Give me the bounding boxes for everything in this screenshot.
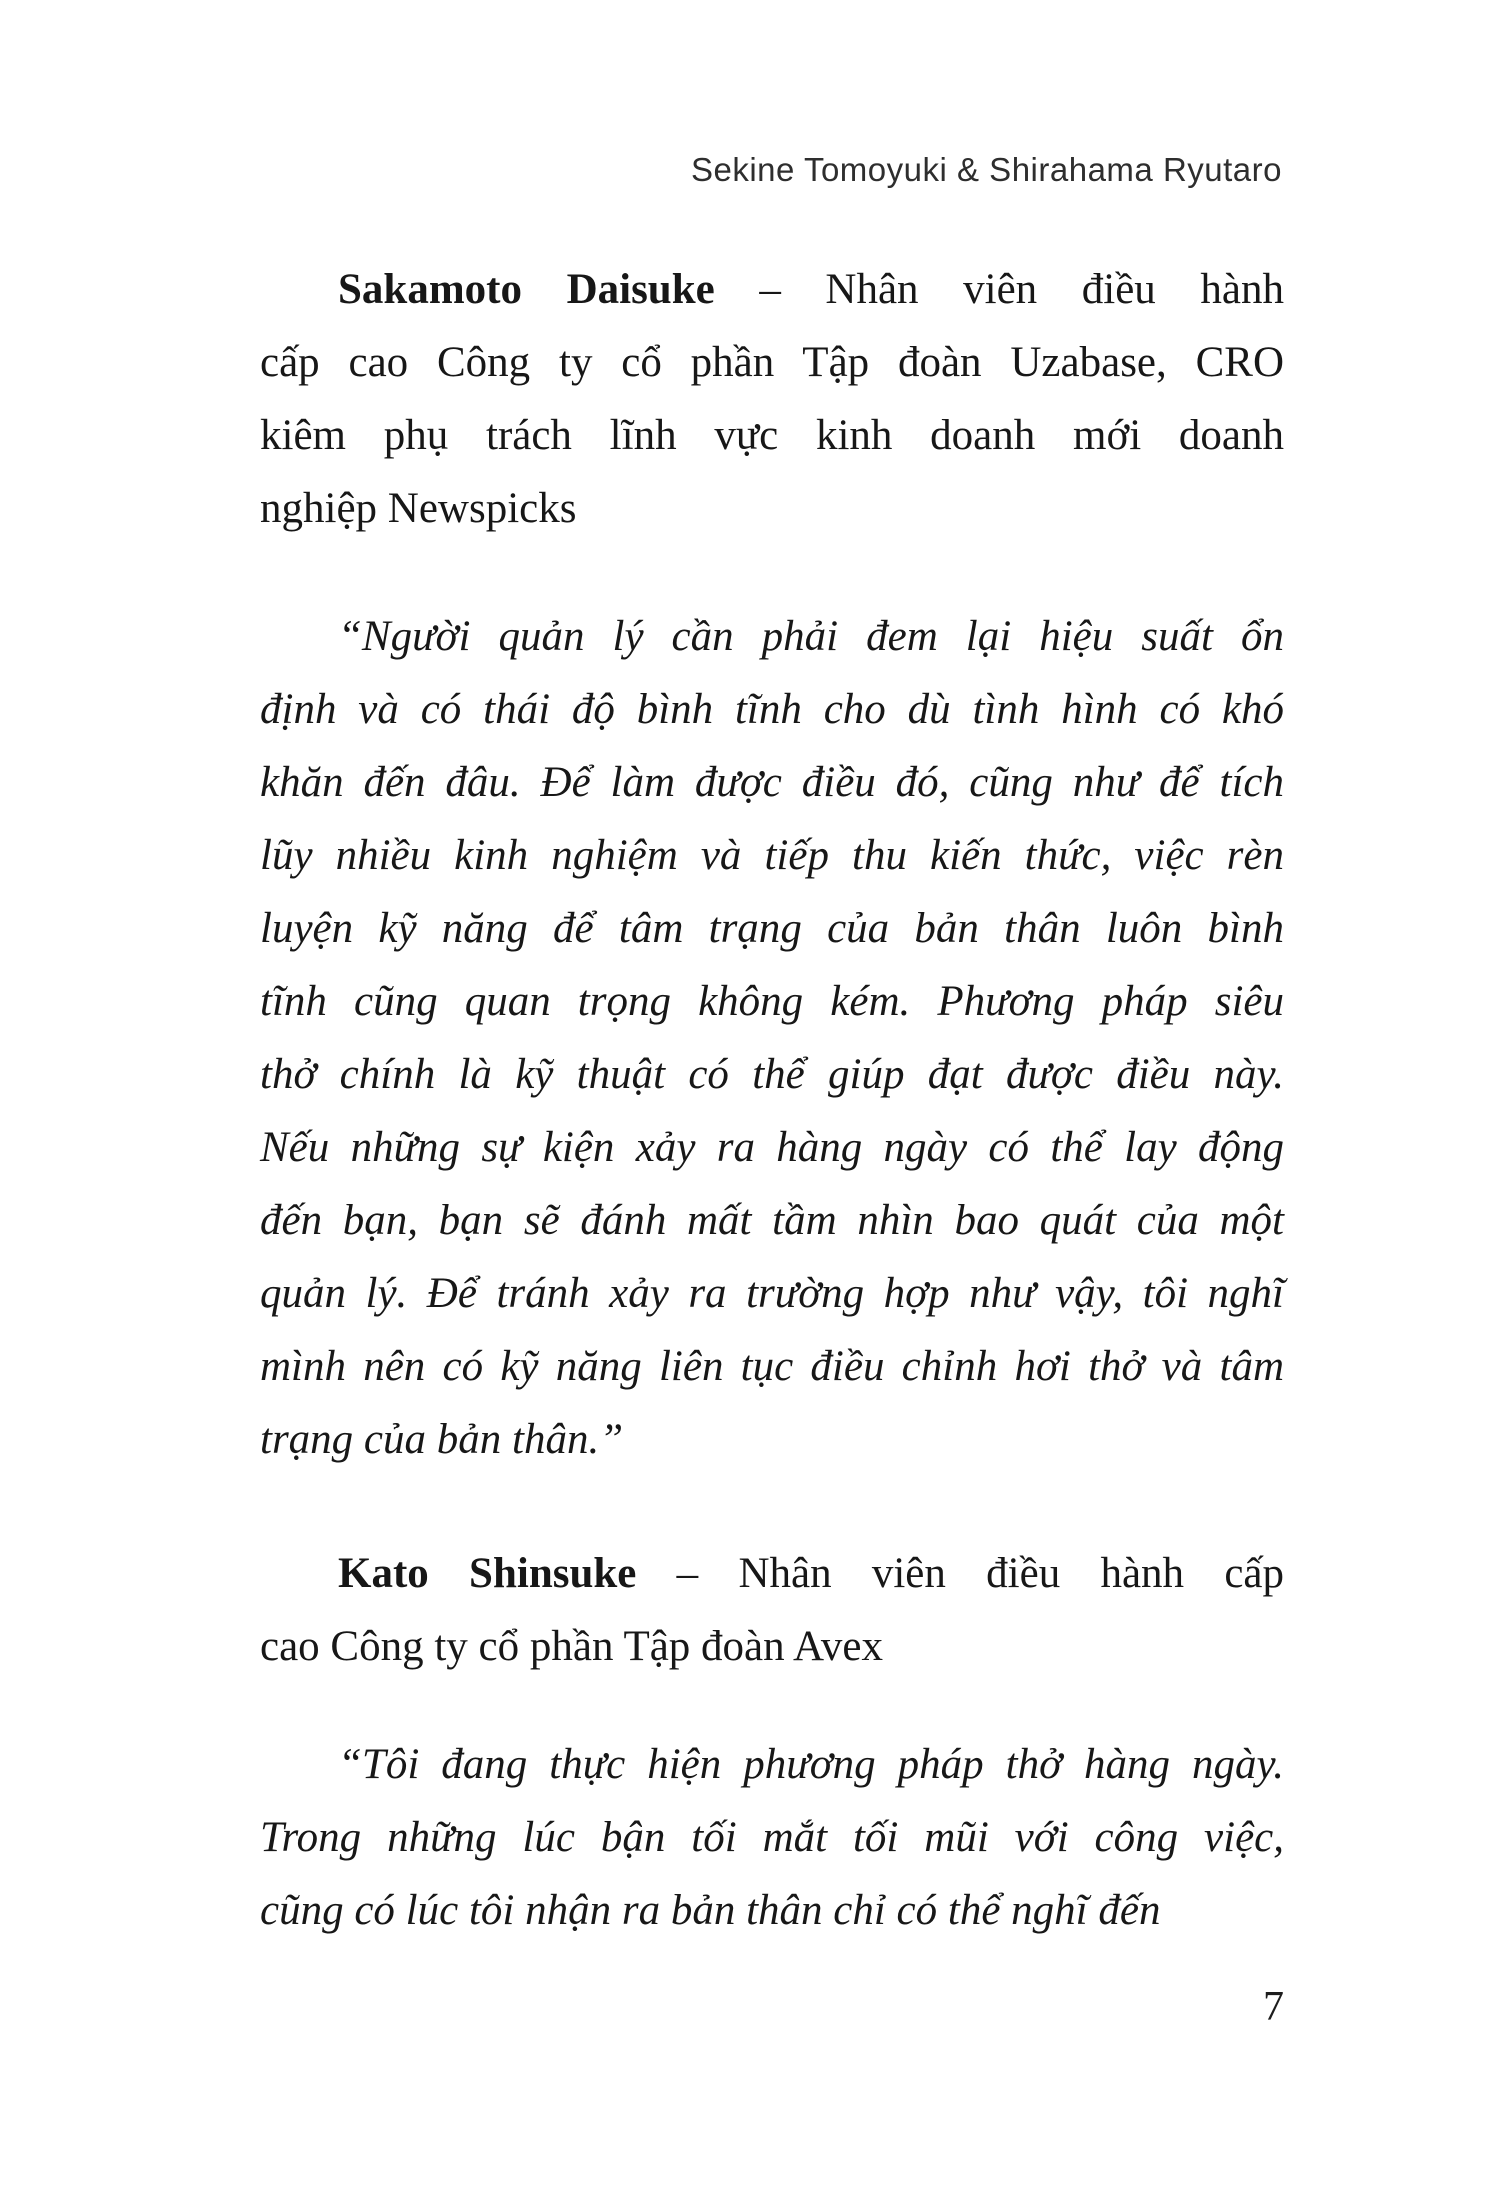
- text-line: tĩnh cũng quan trọng không kém. Phương pháp siêu: [260, 978, 1284, 1025]
- speaker-intro-paragraph: [260, 253, 1284, 545]
- text-line: đến bạn, bạn sẽ đánh mất tầm nhìn bao quát của một: [260, 1197, 1284, 1244]
- speaker-name: Kato Shinsuke: [338, 1550, 637, 1597]
- quote-paragraph: [260, 600, 1284, 1476]
- text-line: cao Công ty cổ phần Tập đoàn Avex: [260, 1623, 883, 1670]
- text-line: cũng có lúc tôi nhận ra bản thân chỉ có thể nghĩ đến: [260, 1887, 1161, 1934]
- text-line: cấp cao Công ty cổ phần Tập đoàn Uzabase, CRO: [260, 339, 1284, 386]
- text-line: nghiệp Newspicks: [260, 485, 577, 532]
- text-line: Trong những lúc bận tối mắt tối mũi với công việc,: [260, 1814, 1284, 1861]
- page-body-text: [260, 253, 1284, 1947]
- text-line: quản lý. Để tránh xảy ra trường hợp như vậy, tôi nghĩ: [260, 1270, 1284, 1317]
- page-number: 7: [1263, 1984, 1284, 2030]
- text-line: Sakamoto Daisuke – Nhân viên điều hành: [338, 266, 1284, 313]
- text-line: Kato Shinsuke – Nhân viên điều hành cấp: [338, 1550, 1284, 1597]
- text-line: khăn đến đâu. Để làm được điều đó, cũng như để tích: [260, 759, 1284, 806]
- text-line: “Tôi đang thực hiện phương pháp thở hàng ngày.: [338, 1741, 1284, 1788]
- speaker-name: Sakamoto Daisuke: [338, 266, 715, 313]
- text-line: Nếu những sự kiện xảy ra hàng ngày có thể lay động: [260, 1124, 1284, 1171]
- text-line: thở chính là kỹ thuật có thể giúp đạt được điều này.: [260, 1051, 1284, 1098]
- running-header: Sekine Tomoyuki & Shirahama Ryutaro: [690, 151, 1282, 188]
- quote-paragraph: [260, 1728, 1284, 1947]
- text-line: “Người quản lý cần phải đem lại hiệu suất ổn: [338, 613, 1284, 660]
- text-line: luyện kỹ năng để tâm trạng của bản thân luôn bình: [260, 905, 1284, 952]
- text-line: kiêm phụ trách lĩnh vực kinh doanh mới doanh: [260, 412, 1284, 459]
- speaker-intro-paragraph: [260, 1537, 1284, 1683]
- text-line: trạng của bản thân.”: [260, 1416, 624, 1463]
- text-line: mình nên có kỹ năng liên tục điều chỉnh hơi thở và tâm: [260, 1343, 1284, 1390]
- text-line: định và có thái độ bình tĩnh cho dù tình hình có khó: [260, 686, 1284, 733]
- text-line: lũy nhiều kinh nghiệm và tiếp thu kiến thức, việc rèn: [260, 832, 1284, 879]
